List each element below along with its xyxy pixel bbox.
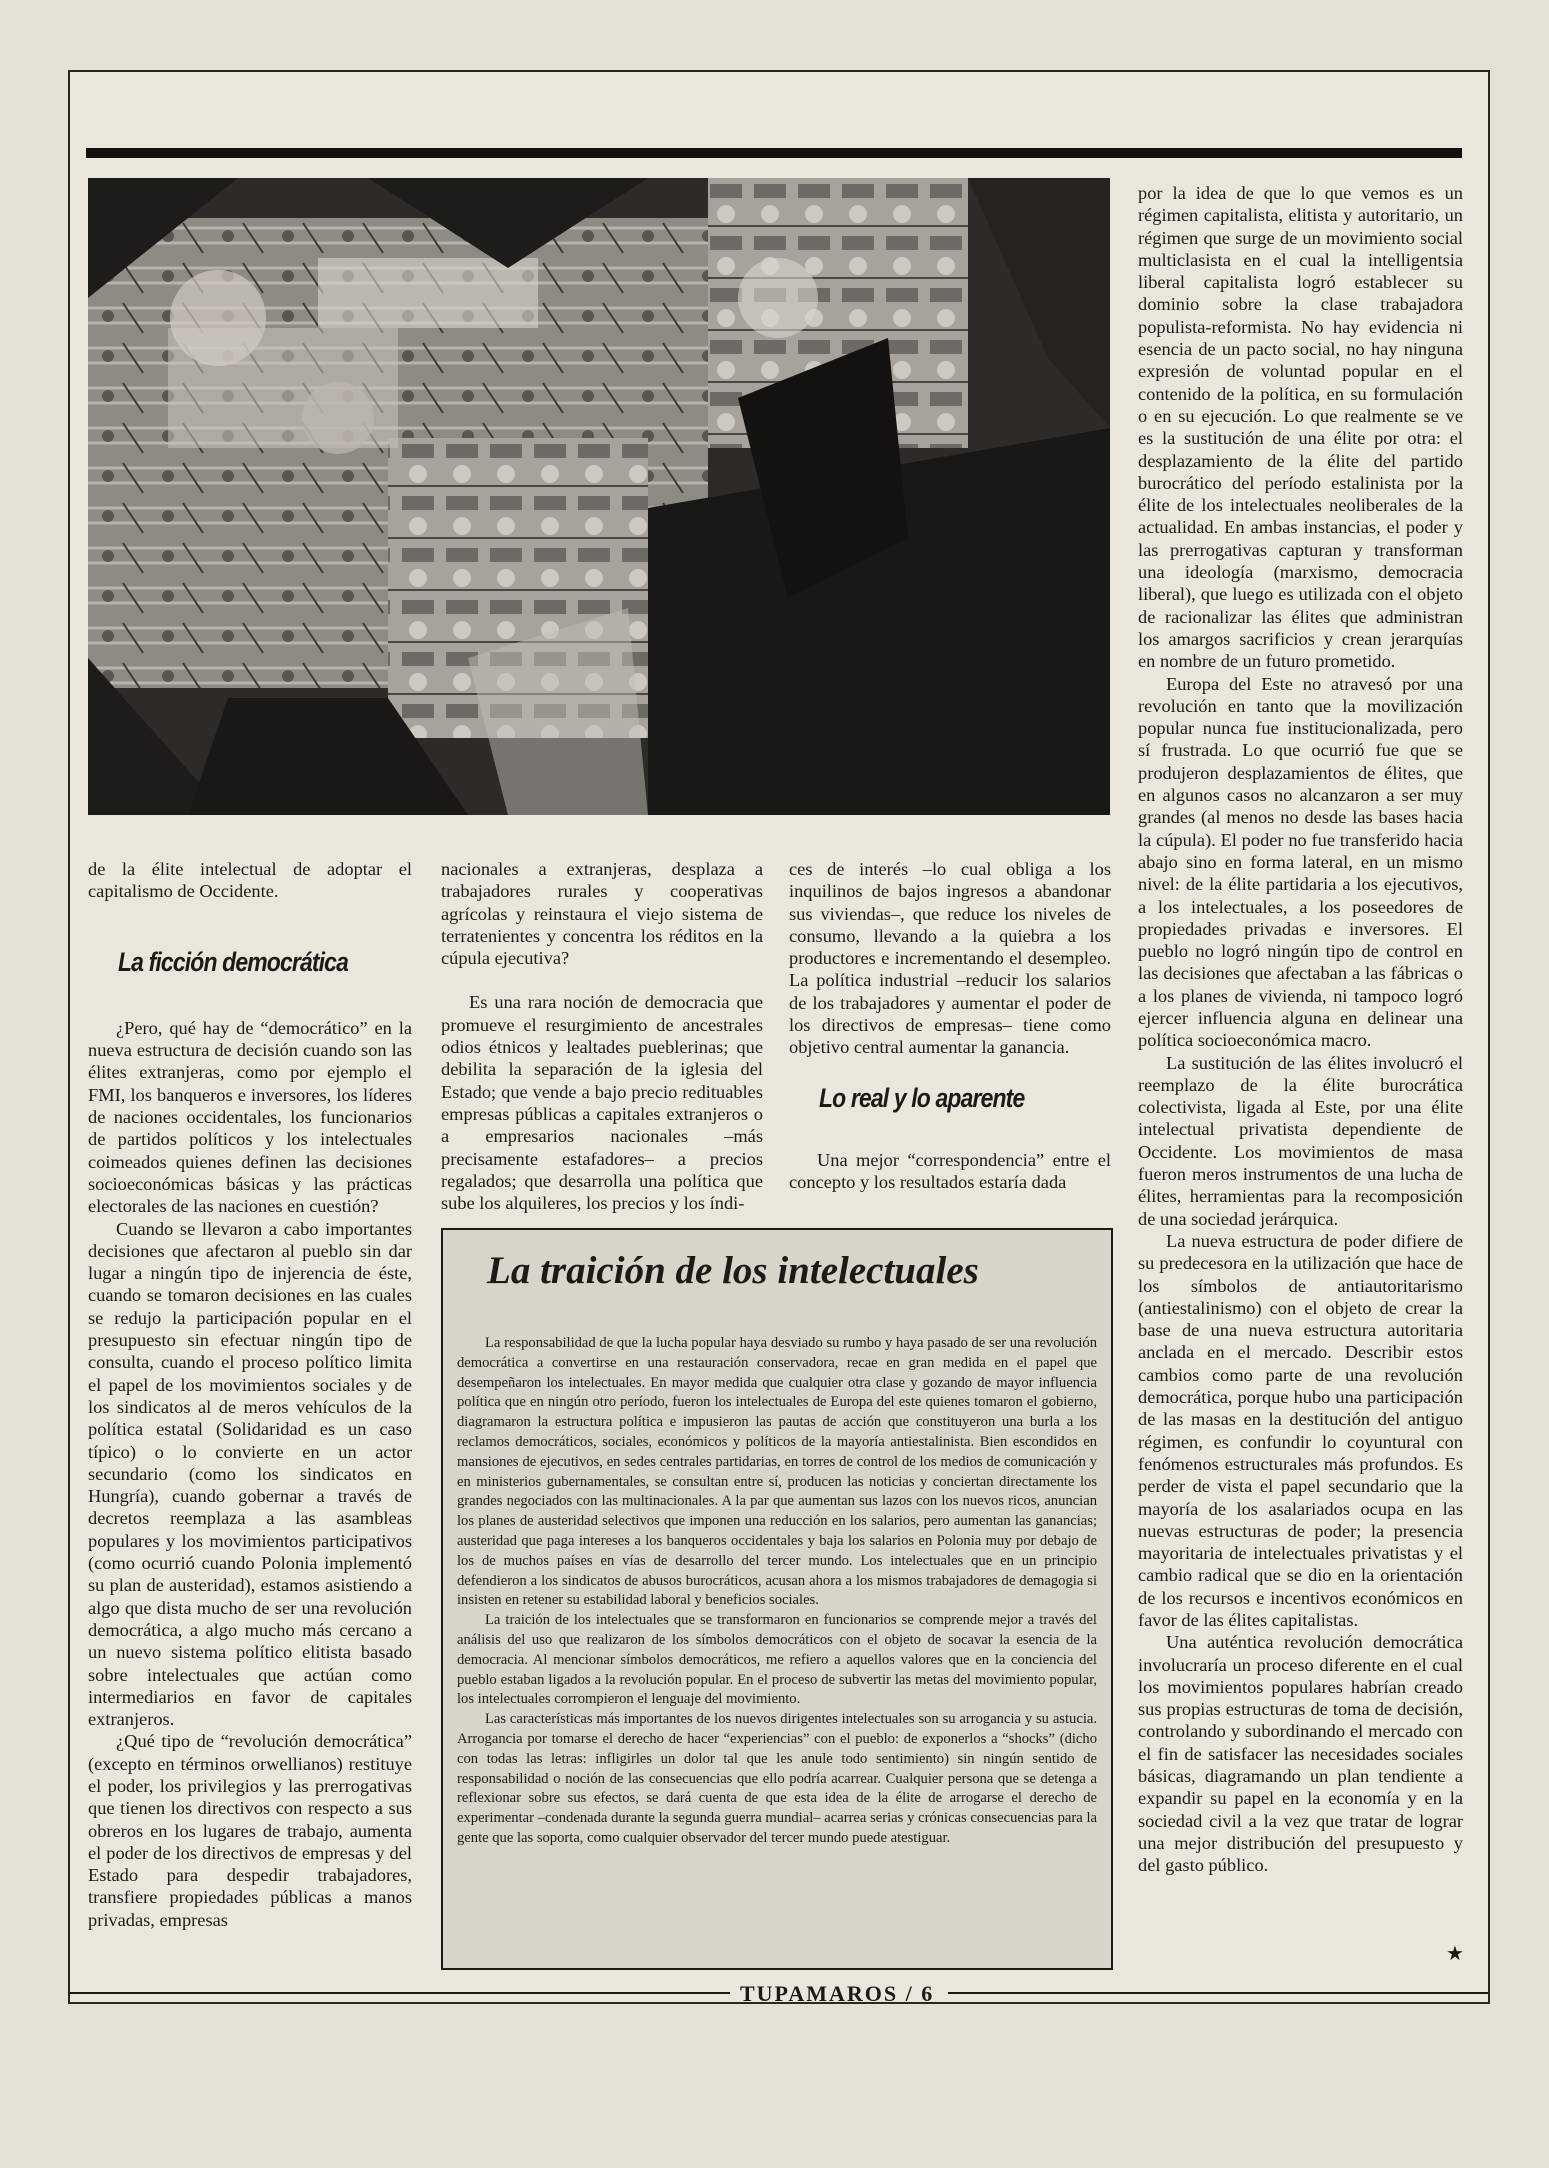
column-1-paragraph: ¿Pero, qué hay de “democrático” en la nueva estructura de decisión cuando son las élites extranjeras, como por ejemplo el FMI, los banqueros e inversores, los líderes de naciones occidentales, los funcionarios de partidos políticos y los intelectuales coimeados quienes definen las decisiones socioeconómicas básicas y las prácticas electorales de las naciones en cuestión? xyxy=(88,1017,412,1217)
column-4 xyxy=(1138,182,1463,1877)
column-4-paragraph: por la idea de que lo que vemos es un régimen capitalista, elitista y autoritario, un régimen que surge de un movimiento social multiclasista en el cual la intelligentsia liberal capitalista logró establecer su dominio sobre la clase trabajadora populista-reformista. No hay evidencia ni esencia de un pacto social, no hay ninguna expresión de voluntad popular en el contenido de la política, en su formulación o en su ejecución. Lo que realmente se ve es la sustitución de una élite por otra: el desplazamiento de la élite del partido burocrático del período estalinista por la élite de los intelectuales neoliberales de la actualidad. En ambas instancias, el poder y las prerrogativas capturan y transforman una ideología (marxismo, democracia liberal), que luego es utilizada con el objeto de racionalizar las élites que administran los amargos sacrificios y crean jerarquías en nombre de un futuro prometido. xyxy=(1138,183,1463,672)
section-heading-ficcion: La ficción democrática xyxy=(118,946,349,977)
box-paragraph: Las características más importantes de los nuevos dirigentes intelectuales son su arrogancia y su astucia. Arrogancia por tomarse el derecho de hacer “experiencias” con el pueblo: de exponerlos a “shocks” (dicho con todas las letras: infligirles un dolor tal que les anule todo sentimiento) sin ningún sentido de responsabilidad o noción de las consecuencias que ello podría acarrear. Cualquier persona que se detenga a reflexionar sobre sus efectos, se dará cuenta de que esta idea de la élite de arrogarse el derecho de experimentar –condenada durante la segunda guerra mundial– acarrea serias y crónicas consecuencias para la gente que las soporta, como cualquier observador del tercer mundo puede atestiguar. xyxy=(457,1711,1097,1846)
column-4-paragraph: La sustitución de las élites involucró el reemplazo de la élite burocrática colectivista, ligada al Este, por una élite intelectual privatista dependiente de Occidente. Los movimientos de masa fueron meros instrumentos de una lucha de élites, herramientas para la recomposición de una sociedad jerárquica. xyxy=(1138,1052,1463,1229)
column-4-paragraph: Una auténtica revolución democrática involucraría un proceso diferente en el cual los movimientos populares habrían creado sus propias estructuras de toma de decisión, controlando y subordinando el mercado con el fin de satisfacer las necesidades sociales básicas, diagramando un plan tendiente a expandir su papel en la economía y en la sociedad civil a la vez que tratar de lograr una mejor distribución del presupuesto y del gasto público. xyxy=(1138,1632,1463,1876)
column-4-paragraph: La nueva estructura de poder difiere de su predecesora en la utilización que hace de los símbolos de antiautoritarismo (antiestalinismo) con el objeto de crear la base de una nueva estructura autoritaria anclada en el mercado. Describir estos cambios como parte de una revolución democrática, porque hubo una participación de las masas en la destitución del antiguo régimen, es confundir lo coyuntural con fenómenos estructurales más profundos. Es perder de vista el papel secundario que la mayoría de los asalariados ocupa en las nuevas estructuras de poder; la presencia mayoritaria de intelectuales privatistas y el cambio radical que se dio en la orientación de los recursos e incentivos económicos en favor de las élites capitalistas. xyxy=(1138,1230,1463,1630)
footer-publication-page: TUPAMAROS / 6 xyxy=(740,1981,935,2006)
column-2 xyxy=(441,858,763,1214)
box-title: La traición de los intelectuales xyxy=(487,1249,979,1292)
column-3-paragraph: ces de interés –lo cual obliga a los inquilinos de bajos ingresos a abandonar sus viviendas–, que reduce los niveles de consumo, llevando a la quiebra a los productores e incrementando el desempleo. La política industrial –reducir los salarios de los trabajadores y aumentar el poder de los directivos de empresas– tiene como objetivo central aumentar la ganancia. xyxy=(789,859,1111,1058)
box-body xyxy=(457,1334,1097,1849)
column-1 xyxy=(88,858,412,1931)
column-1-paragraph: Cuando se llevaron a cabo importantes decisiones que afectaron al pueblo sin dar lugar a ningún tipo de injerencia de éste, cuando se tomaron decisiones en las cuales se redujo la participación popular en el presupuesto sin efectuar ningún tipo de consulta, cuando el proceso político limita el papel de los movimientos sociales y de los sindicatos al de meros vehículos de la política estatal (Solidaridad es un caso típico) o lo convierte en un actor secundario (como los sindicatos en Hungría), cuando gobernar a través de decretos reemplaza a las asambleas populares y los movimientos participativos (como ocurrió cuando Polonia implementó su plan de austeridad), estamos asistiendo a algo que dista mucho de ser una revolución democrática, a algo mucho más cercano a un nuevo sistema político elitista basado sobre intelectuales que actúan como intermediarios en favor de capitales extranjeros. xyxy=(88,1218,412,1730)
column-3-paragraph: Una mejor “correspondencia” entre el concepto y los resultados estaría dada xyxy=(789,1149,1111,1193)
section-heading-real: Lo real y lo aparente xyxy=(819,1082,1025,1113)
column-1-intro: de la élite intelectual de adoptar el capitalismo de Occidente. xyxy=(88,859,412,902)
box-paragraph: La traición de los intelectuales que se transformaron en funcionarios se comprende mejor a través del análisis del uso que realizaron de los símbolos democráticos con el objeto de socavar la esencia de la democracia. Al mencionar símbolos democráticos, me refiero a aquellos valores que en la conciencia del pueblo estaban ligados a la revolución popular. En el proceso de subvertir las metas del movimiento popular, los intelectuales corrompieron el lenguaje del movimiento. xyxy=(457,1612,1097,1708)
column-2-paragraph: nacionales a extranjeras, desplaza a trabajadores rurales y cooperativas agrícolas y reinstaura el viejo sistema de terratenientes y concentra los réditos en la cúpula ejecutiva? xyxy=(441,859,763,969)
column-3 xyxy=(789,858,1111,1194)
page-footer xyxy=(68,1981,1488,2006)
top-rule xyxy=(86,148,1462,158)
column-4-paragraph: Europa del Este no atravesó por una revolución en tanto que la movilización popular nunca fue institucionalizada, pero sí frustrada. Lo que ocurrió fue que se produjeron desplazamientos de élites, que en algunos casos no alcanzaron a ser muy grandes (al menos no desde las bases hacia la cúpula). El poder no fue transferido hacia abajo sino en forma lateral, en un mismo nivel: de la élite partidaria a los ejecutivos, a los intelectuales, a los poseedores de propiedades privadas e inversores. El pueblo no logró ningún tipo de control en las decisiones que afectaban a las fábricas o a los planes de vivienda, ni tampoco logró ejercer influencia alguna en delinear una política socioeconómica macro. xyxy=(1138,673,1463,1051)
column-1-paragraph: ¿Qué tipo de “revolución democrática” (excepto en términos orwellianos) restituye el poder, los privilegios y las prerrogativas que tienen los directivos con respecto a sus obreros en los lugares de trabajo, aumenta el poder de los directivos de empresas y del Estado para despedir trabajadores, transfiere propiedades públicas a manos privadas, empresas xyxy=(88,1731,412,1930)
footer-rule-left xyxy=(68,1992,730,1994)
banknote-collage-photo xyxy=(88,178,1110,815)
column-2-paragraph: Es una rara noción de democracia que promueve el resurgimiento de ancestrales odios étnicos y lealtades pueblerinas; que debilita la separación de la iglesia del Estado; que vende a bajo precio redituables empresas públicas a capitales extranjeros o a empresarios nacionales –más precisamente estafadores– a precios regalados; que desarrolla una política que sube los alquileres, los precios y los índi- xyxy=(441,992,763,1214)
footer-rule-right xyxy=(948,1992,1488,1994)
end-star-icon: ★ xyxy=(1446,1943,1464,1965)
sidebar-box xyxy=(441,1228,1113,1970)
box-paragraph: La responsabilidad de que la lucha popular haya desviado su rumbo y haya pasado de ser una revolución democrática a convertirse en una restauración conservadora, recae en gran medida en el papel que desempeñaron los intelectuales. En mayor medida que cualquier otra clase y gozando de mayor influencia política que en ningún otro período, fueron los intelectuales de Europa del este quienes tomaron el gobierno, diagramaron la estructura política e impusieron las pautas de acción que constituyeron una burla a los reclamos democráticos, sociales, económicos y políticos de la mayoría antiestalinista. Bien escondidos en mansiones de ejecutivos, en sedes centrales partidarias, en torres de control de los medios de comunicación y en ministerios gubernamentales, se consultan entre sí, producen las noticias y conciertan directamente los grandes negociados con las multinacionales. A la par que aumentan sus lazos con los nuevos ricos, anuncian los planes de austeridad selectivos que imponen una reducción en los salarios, pero aumentan las ganancias; austeridad que paga intereses a los banqueros occidentales y baja los salarios en Polonia muy por debajo de los de muchos países en vías de desarrollo del tercer mundo. Los intelectuales que en un principio defendieron a los sindicatos de abusos burocráticos, acusan ahora a los mismos trabajadores de demagogia si insisten en retener su estabilidad laboral y beneficios sociales. xyxy=(457,1335,1097,1609)
